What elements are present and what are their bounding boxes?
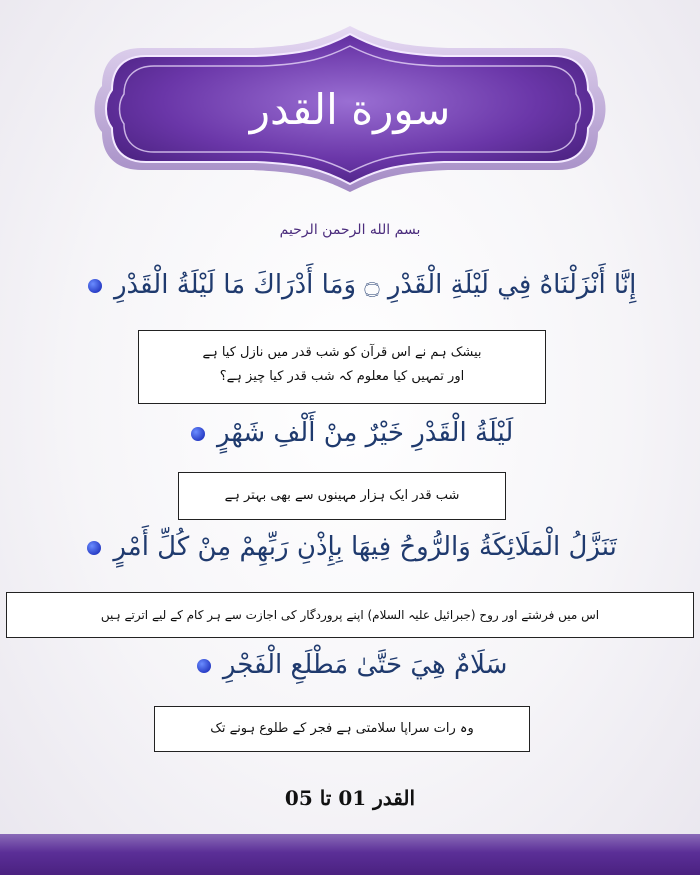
verse-text: إِنَّا أَنْزَلْنَاهُ فِي لَيْلَةِ الْقَدْرِ ۝ وَمَا أَدْرَاكَ مَا لَيْلَةُ الْقَدْرِ (113, 270, 637, 300)
bismillah: بسم الله الرحمن الرحيم (279, 222, 421, 238)
translation-line: شب قدر ایک ہزار مہینوں سے بھی بہتر ہے (224, 488, 460, 503)
verse-4 (60, 532, 640, 562)
translation-line: بیشک ہم نے اس قرآن کو شب قدر میں نازل کیا ہے (202, 345, 482, 360)
translation-line: اس میں فرشتے اور روح (جبرائیل علیہ السلام) اپنے پروردگار کی اجازت سے ہر کام کے لیے اترتے ہیں (100, 608, 600, 622)
translation-box-1 (138, 330, 546, 404)
verse-3 (170, 418, 530, 448)
verse-end-marker-icon (87, 541, 101, 555)
verse-end-marker-icon (197, 659, 211, 673)
bottom-band (0, 834, 700, 875)
translation-box-4 (154, 706, 530, 752)
verse-reference: القدر 01 تا 05 (284, 786, 416, 810)
verse-text: سَلَامٌ هِيَ حَتَّىٰ مَطْلَعِ الْفَجْرِ (222, 650, 508, 680)
translation-box-3 (6, 592, 694, 638)
verse-text: تَنَزَّلُ الْمَلَائِكَةُ وَالرُّوحُ فِيهَا بِإِذْنِ رَبِّهِمْ مِنْ كُلِّ أَمْرٍ (113, 532, 617, 562)
translation-line: اور تمہیں کیا معلوم کہ شب قدر کیا چیز ہے؟ (219, 369, 465, 384)
title-plaque (88, 22, 612, 196)
verse-text: لَيْلَةُ الْقَدْرِ خَيْرٌ مِنْ أَلْفِ شَهْرٍ (216, 418, 514, 448)
surah-title: سورة القدر (249, 84, 451, 134)
verse-end-marker-icon (88, 279, 102, 293)
translation-line: وہ رات سراپا سلامتی ہے فجر کے طلوع ہونے تک (210, 721, 474, 736)
verse-1-2 (70, 270, 650, 300)
verse-end-marker-icon (191, 427, 205, 441)
translation-box-2 (178, 472, 506, 520)
verse-5 (190, 650, 510, 680)
